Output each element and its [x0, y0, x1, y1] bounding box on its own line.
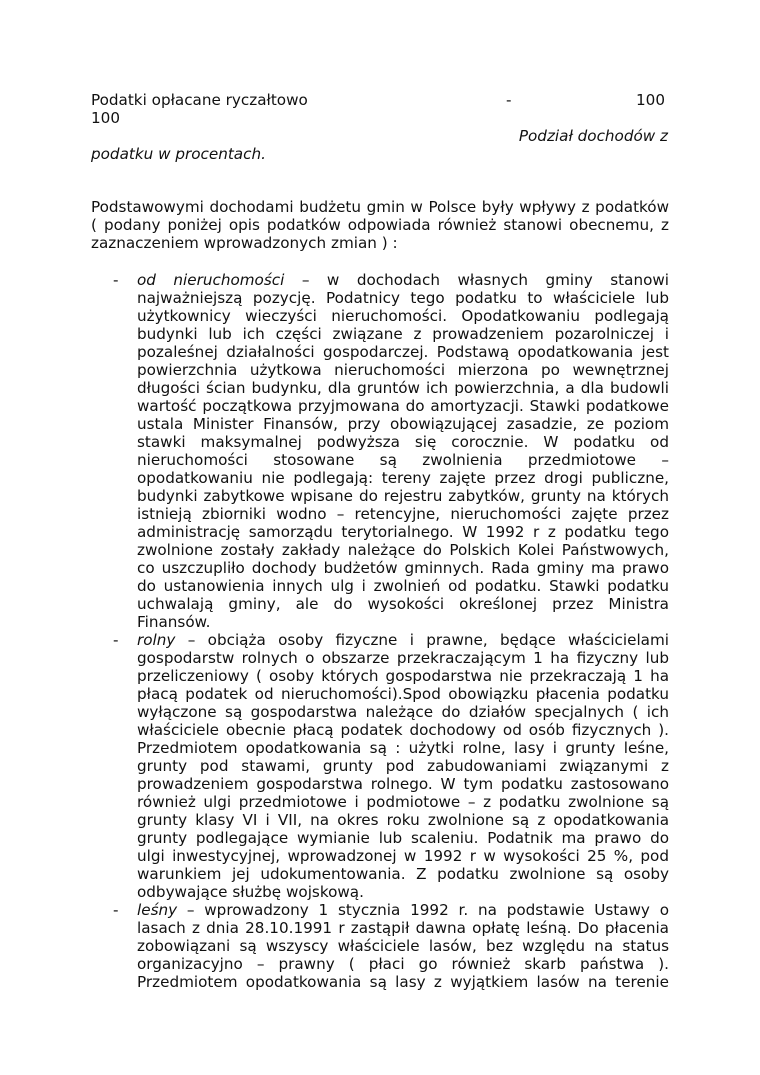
item-first-rest: – wprowadzony 1 stycznia 1992 r. na podstawie Ustawy o	[177, 901, 669, 919]
list-item-line: warunkiem jej udokumentowania. Z podatku zwolnione są osoby	[137, 865, 669, 883]
list-item-line: przeliczeniowy ( osoby których gospodarstwa nie przekraczają 1 ha	[137, 667, 669, 685]
item-first-rest: – w dochodach własnych gminy stanowi	[284, 271, 669, 289]
list-item-line: istnieją zbiorniki wodno – retencyjne, nieruchomości zajęte przez	[137, 505, 669, 523]
list-item-line: wyłączone są gospodarstwa należące do działów specjalnych ( ich	[137, 703, 669, 721]
tax-term: rolny	[137, 631, 176, 649]
intro-line: zaznaczeniem wprowadzonych zmian ) :	[91, 234, 398, 252]
list-item-line: ustala Minister Finansów, przy obowiązującej zasadzie, ze poziom	[137, 415, 669, 433]
list-item-line: do ustanowienia innych ulg i zwolnień od podatku. Stawki podatku	[137, 577, 669, 595]
caption-line-2: podatku w procentach.	[91, 145, 266, 163]
header-second-value: 100	[91, 109, 120, 127]
tax-term: leśny	[137, 901, 178, 919]
list-item-line: powierzchnia użytkowa nieruchomości mierzona po wewnętrznej	[137, 361, 669, 379]
list-item-line: grunty klasy VI i VII, na okres roku zwolnione są z opodatkowania	[137, 811, 669, 829]
list-item-line: długości ścian budynku, dla gruntów ich powierzchnia, a dla budowli	[137, 379, 669, 397]
list-item-line: nieruchomości stosowane są zwolnienia przedmiotowe –	[137, 451, 669, 469]
list-item-line: budynki zabytkowe wpisane do rejestru zabytków, grunty na których	[137, 487, 669, 505]
list-item-line: opodatkowaniu nie podlegają: tereny zajęte przez drogi publiczne,	[137, 469, 669, 487]
list-item-line: budynki lub ich części związane z prowadzeniem pozarolniczej i	[137, 325, 669, 343]
header-right-value: 100	[636, 91, 665, 109]
item-first-rest: – obciąża osoby fizyczne i prawne, będące właścicielami	[175, 631, 669, 649]
list-item-line: użytkownicy wieczyści nieruchomości. Opodatkowaniu podlegają	[137, 307, 669, 325]
header-left-text: Podatki opłacane ryczałtowo	[91, 91, 308, 109]
bullet-marker: -	[113, 271, 119, 289]
list-item-line: stawki maksymalnej podwyższa się corocznie. W podatku od	[137, 433, 669, 451]
list-item-line: gospodarstw rolnych o obszarze przekraczającym 1 ha fizyczny lub	[137, 649, 669, 667]
list-item-line: płacą podatek od nieruchomości).Spod obowiązku płacenia podatku	[137, 685, 669, 703]
list-item-line: Przedmiotem opodatkowania są lasy z wyjątkiem lasów na terenie	[137, 973, 669, 991]
list-item-line: najważniejszą pozycję. Podatnicy tego podatku to właściciele lub	[137, 289, 669, 307]
tax-term: od nieruchomości	[137, 271, 285, 289]
list-item-line: pozaleśnej działalności gospodarczej. Podstawą opodatkowania jest	[137, 343, 669, 361]
list-item-line: zobowiązani są wszyscy właściciele lasów, bez względu na status	[137, 937, 669, 955]
list-item-line: również ulgi przedmiotowe i podmiotowe – z podatku zwolnione są	[137, 793, 669, 811]
list-item-line: grunty pod stawami, grunty pod zabudowaniami związanymi z	[137, 757, 669, 775]
list-item-line: Przedmiotem opodatkowania są : użytki rolne, lasy i grunty leśne,	[137, 739, 669, 757]
list-item-line: właściciele obecnie płacą podatek dochodowy od osób fizycznych ).	[137, 721, 669, 739]
list-item-line: wartość początkowa przyjmowana do amortyzacji. Stawki podatkowe	[137, 397, 669, 415]
list-item-line: organizacyjno – prawny ( płaci go również skarb państwa ).	[137, 955, 669, 973]
list-item-line: prowadzeniem gospodarstwa rolnego. W tym podatku zastosowano	[137, 775, 669, 793]
header-dash: -	[506, 91, 512, 109]
list-item-first-line	[137, 271, 669, 289]
list-item-line: lasach z dnia 28.10.1991 r zastąpił dawna opłatę leśną. Do płacenia	[137, 919, 669, 937]
list-item-line: uchwalają gminy, ale do wysokości określonej przez Ministra	[137, 595, 669, 613]
list-item-line: administrację samorządu terytorialnego. W 1992 r z podatku tego	[137, 523, 669, 541]
bullet-marker: -	[113, 901, 119, 919]
list-item-line: zwolnione zostały zakłady należące do Polskich Kolei Państwowych,	[137, 541, 669, 559]
list-item-first-line	[137, 631, 669, 649]
intro-line: ( podany poniżej opis podatków odpowiada również stanowi obecnemu, z	[91, 216, 669, 234]
list-item-line: Finansów.	[137, 613, 211, 631]
intro-line: Podstawowymi dochodami budżetu gmin w Polsce były wpływy z podatków	[91, 198, 669, 216]
list-item-first-line	[137, 901, 669, 919]
list-item-line: grunty podlegające wymianie lub scaleniu. Podatnik ma prawo do	[137, 829, 669, 847]
list-item-line: ulgi inwestycyjnej, wprowadzonej w 1992 r w wysokości 25 %, pod	[137, 847, 669, 865]
caption-line-1: Podział dochodów z	[518, 127, 668, 145]
list-item-line: odbywające służbę wojskową.	[137, 883, 364, 901]
list-item-line: co uszczupliło dochody budżetów gminnych. Rada gminy ma prawo	[137, 559, 669, 577]
bullet-marker: -	[113, 631, 119, 649]
